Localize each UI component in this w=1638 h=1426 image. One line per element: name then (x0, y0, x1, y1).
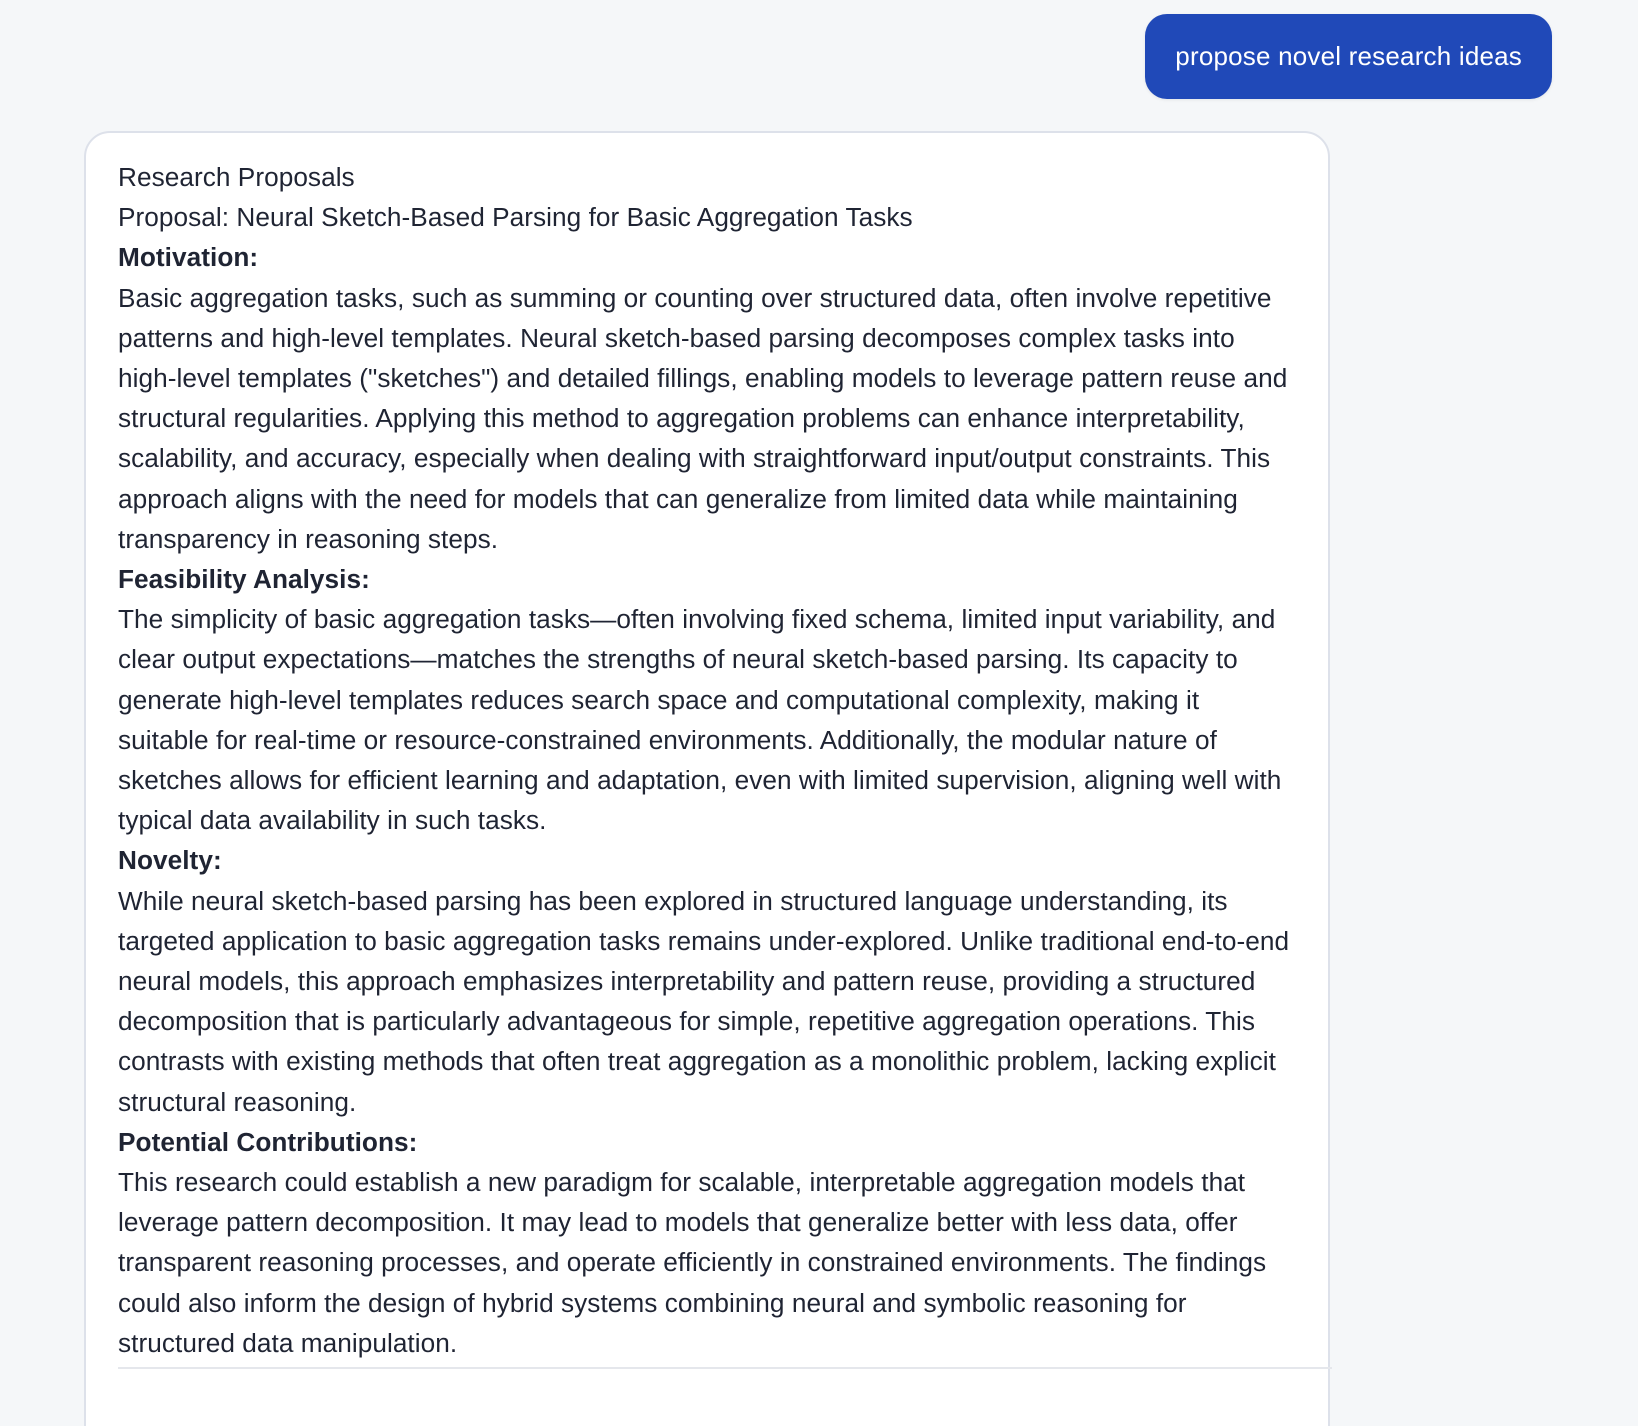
section-heading-feasibility: Feasibility Analysis: (118, 564, 370, 595)
section-heading-contributions: Potential Contributions: (118, 1126, 418, 1157)
section-heading-novelty: Novelty: (118, 845, 222, 876)
response-title: Research Proposals (118, 162, 355, 192)
user-message-bubble: propose novel research ideas (1145, 14, 1552, 99)
user-message-row (1145, 14, 1552, 99)
section-body-motivation: Basic aggregation tasks, such as summing or counting over structured data, often involve repetitive patterns and high-level templates. Neural sketch-based parsing decomposes complex tasks into high-level templates ("sketches") and detailed fillings, enabling models to leverage pattern reuse and structural regularities. Applying this method to aggregation problems can enhance interpretability, scalability, and accuracy, especially when dealing with straightforward input/output constraints. This approach aligns with the need for models that can generalize from limited data while maintaining transparency in reasoning steps. (118, 282, 1288, 554)
assistant-message-content (118, 157, 1296, 1369)
section-body-contributions: This research could establish a new paradigm for scalable, interpretable aggregation models that leverage pattern decomposition. It may lead to models that generalize better with less data, offer transparent reasoning processes, and operate efficiently in constrained environments. The findings could also inform the design of hybrid systems combining neural and symbolic reasoning for structured data manipulation. (118, 1167, 1267, 1358)
proposal-title: Proposal: Neural Sketch-Based Parsing for Basic Aggregation Tasks (118, 202, 913, 233)
section-body-feasibility: The simplicity of basic aggregation tasks—often involving fixed schema, limited input variability, and clear output expectations—matches the strengths of neural sketch-based parsing. Its capacity to generate high-level templates reduces search space and computational complexity, making it suitable for real-time or resource-constrained environments. Additionally, the modular nature of sketches allows for efficient learning and adaptation, even with limited supervision, aligning well with typical data availability in such tasks. (118, 604, 1282, 836)
section-body-novelty: While neural sketch-based parsing has been explored in structured language understanding, its targeted application to basic aggregation tasks remains under-explored. Unlike traditional end-to-end neural models, this approach emphasizes interpretability and pattern reuse, providing a structured decomposition that is particularly advantageous for simple, repetitive aggregation operations. This contrasts with existing methods that often treat aggregation as a monolithic problem, lacking explicit structural reasoning. (118, 885, 1290, 1117)
section-divider (118, 1367, 1332, 1369)
assistant-message-card (84, 131, 1330, 1426)
section-heading-motivation: Motivation: (118, 242, 259, 273)
